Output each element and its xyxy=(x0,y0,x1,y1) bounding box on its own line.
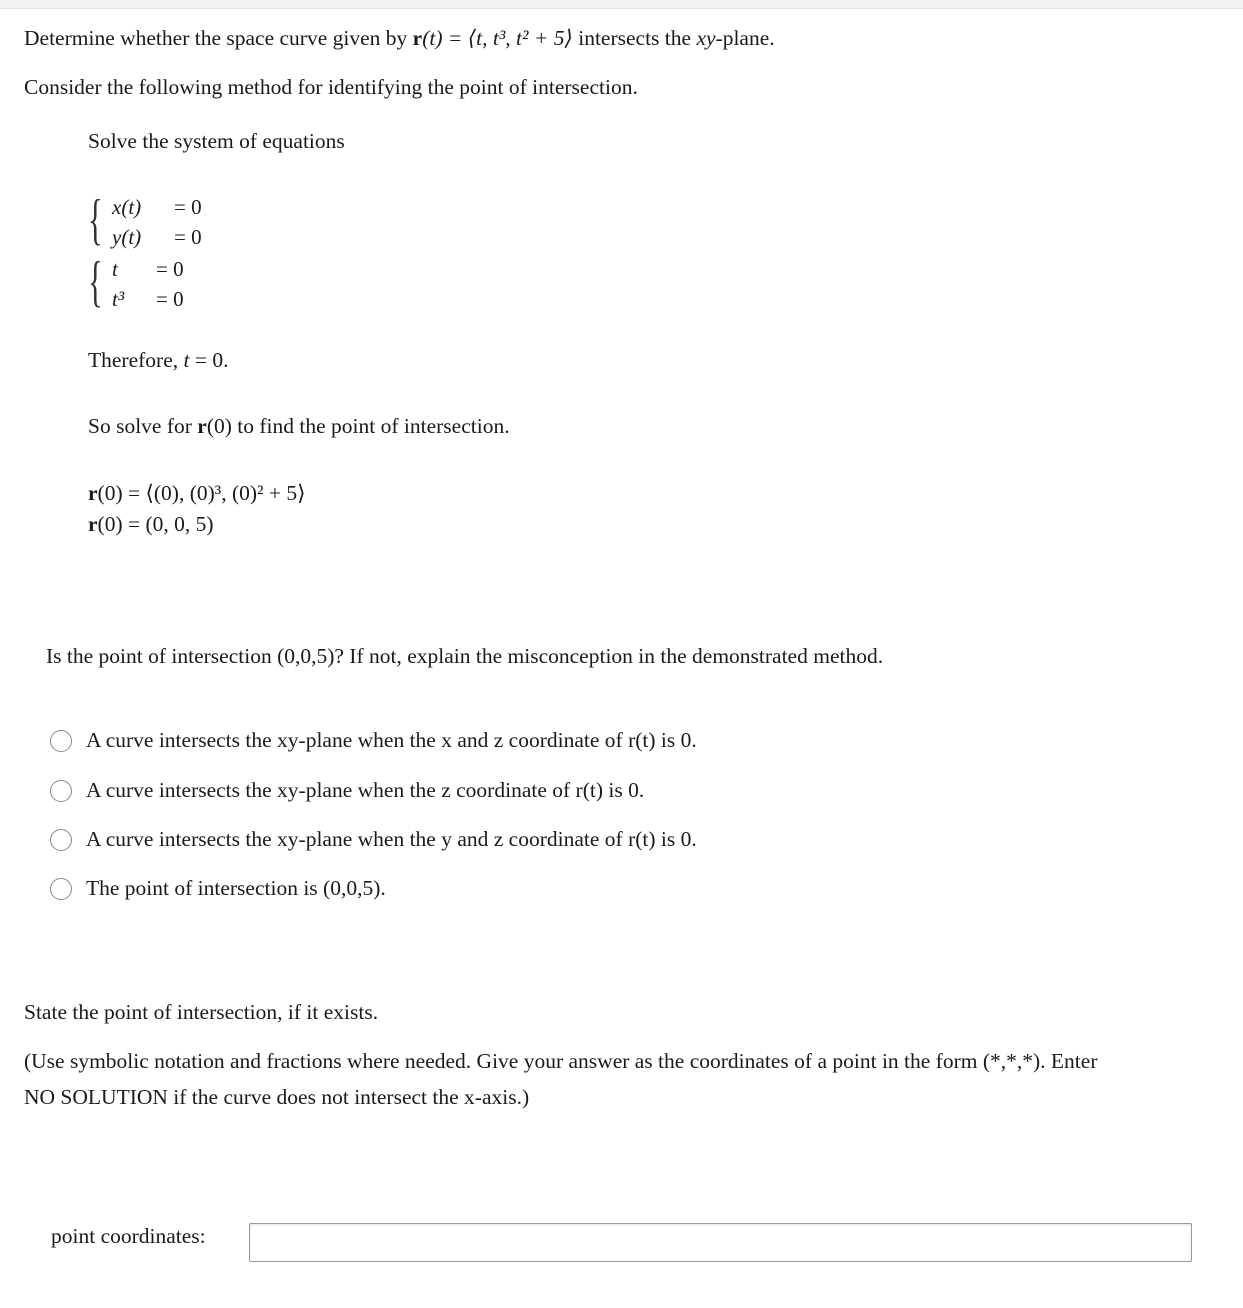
misconception-question: Is the point of intersection (0,0,5)? If not, explain the misconception in the demonstrated method. xyxy=(46,644,884,668)
option-2-label[interactable]: A curve intersects the xy-plane when the z coordinate of r(t) is 0. xyxy=(86,778,645,802)
therefore-line xyxy=(88,348,229,374)
solve-text: Solve the system of equations xyxy=(88,129,345,153)
eval2-r: r xyxy=(88,512,98,536)
eval2-rest: (0) = (0, 0, 5) xyxy=(97,512,214,536)
system2-lhs-1: t xyxy=(112,257,118,281)
r-symbol: r xyxy=(412,26,423,50)
intro-suffix: intersects the xyxy=(572,26,697,50)
question-intro xyxy=(24,26,775,52)
top-border xyxy=(0,0,1243,9)
option-1[interactable] xyxy=(50,728,697,753)
plane-suffix: -plane. xyxy=(715,26,775,50)
answer-label: point coordinates: xyxy=(51,1224,206,1248)
system1-rhs-2: = 0 xyxy=(174,225,202,249)
plane-name: xy xyxy=(696,26,716,50)
intro-prefix: Determine whether the space curve given by xyxy=(24,26,413,50)
option-3-label[interactable]: A curve intersects the xy-plane when the y and z coordinate of r(t) is 0. xyxy=(86,827,697,851)
option-4[interactable] xyxy=(50,876,386,901)
therefore-var: t xyxy=(183,348,190,372)
system1-rhs-1: = 0 xyxy=(174,195,202,219)
system2-rhs-2: = 0 xyxy=(156,287,184,311)
evaluation-line-2 xyxy=(88,512,214,538)
instruction-line-2: NO SOLUTION if the curve does not intersect the x-axis.) xyxy=(24,1085,530,1109)
method-intro: Consider the following method for identifying the point of intersection. xyxy=(24,75,638,99)
state-point-text: State the point of intersection, if it exists. xyxy=(24,1000,379,1024)
option-3[interactable] xyxy=(50,827,697,852)
equation-system-1 xyxy=(88,189,228,254)
left-brace-icon: { xyxy=(88,251,103,313)
instruction-line-1: (Use symbolic notation and fractions where needed. Give your answer as the coordinates of a point in the form (*,*,*). Enter xyxy=(24,1049,1098,1073)
radio-button-icon[interactable] xyxy=(50,829,72,851)
therefore-prefix: Therefore, xyxy=(88,348,184,372)
evaluation-line-1 xyxy=(88,481,306,507)
therefore-suffix: = 0. xyxy=(189,348,229,372)
eval1-r: r xyxy=(88,481,98,505)
solve-for-r: r xyxy=(197,414,207,438)
system2-lhs-2: t³ xyxy=(112,287,125,311)
system1-lhs-2: y(t) xyxy=(112,225,142,249)
radio-button-icon[interactable] xyxy=(50,730,72,752)
eval1-rest: (0) = ⟨(0), (0)³, (0)² + 5⟩ xyxy=(97,481,306,505)
radio-button-icon[interactable] xyxy=(50,780,72,802)
equation-system-2 xyxy=(88,251,208,316)
solve-for-prefix: So solve for xyxy=(88,414,198,438)
left-brace-icon: { xyxy=(88,189,103,251)
option-4-label[interactable]: The point of intersection is (0,0,5). xyxy=(86,876,386,900)
radio-button-icon[interactable] xyxy=(50,878,72,900)
solve-for-line xyxy=(88,414,510,440)
system1-lhs-1: x(t) xyxy=(112,195,142,219)
r-definition: (t) = ⟨t, t³, t² + 5⟩ xyxy=(422,26,573,50)
system2-rhs-1: = 0 xyxy=(156,257,184,281)
option-2[interactable] xyxy=(50,778,644,803)
solve-for-suffix: (0) to find the point of intersection. xyxy=(206,414,510,438)
option-1-label[interactable]: A curve intersects the xy-plane when the x and z coordinate of r(t) is 0. xyxy=(86,728,697,752)
point-coordinates-input[interactable] xyxy=(249,1223,1192,1262)
